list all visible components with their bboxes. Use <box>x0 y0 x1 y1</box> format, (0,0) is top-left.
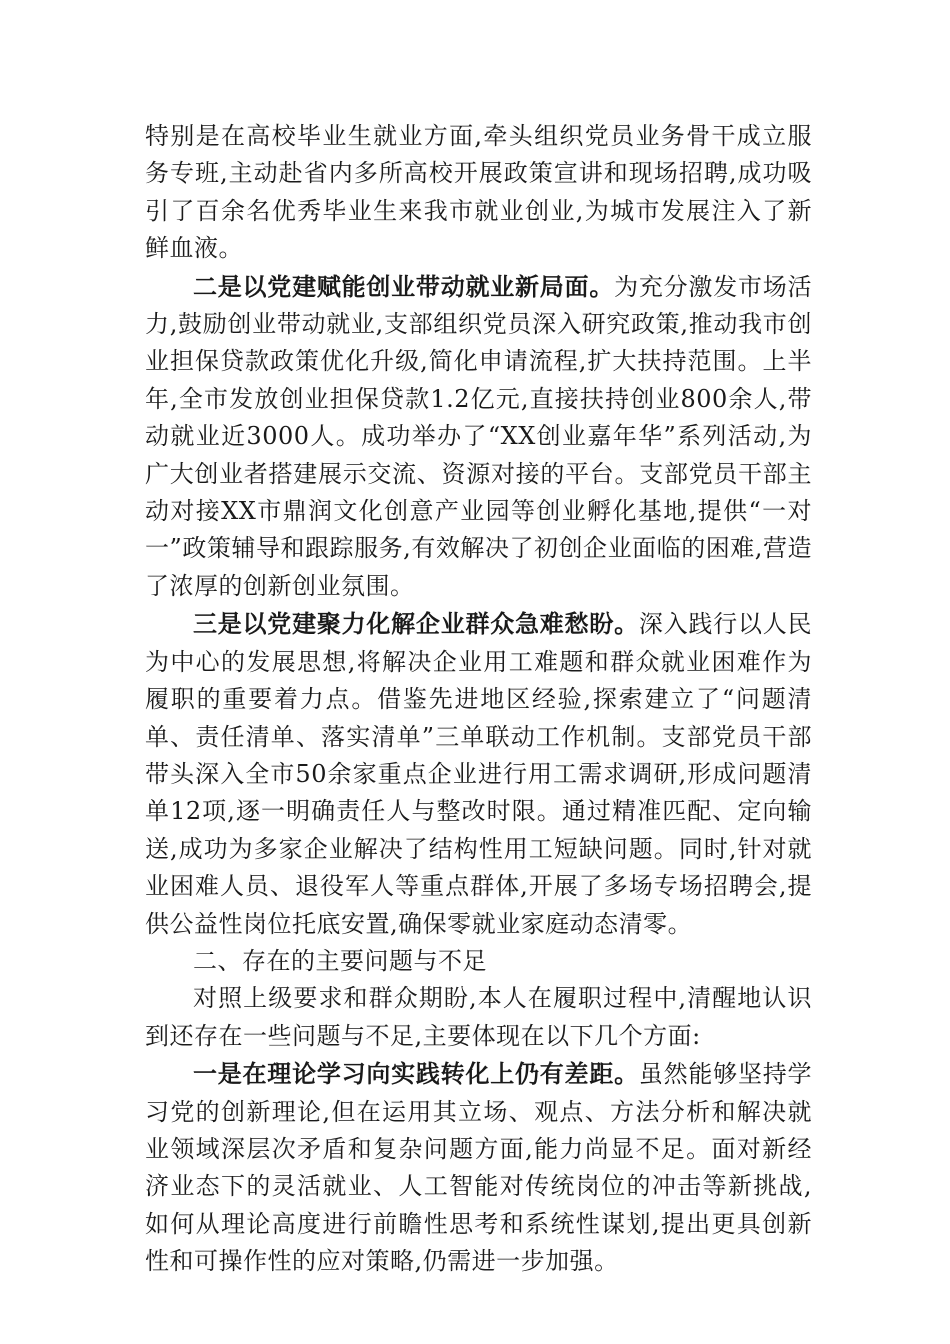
paragraph-text: 深入践行以人民为中心的发展思想,将解决企业用工难题和群众就业困难作为履职的重要着力点。借鉴先进地区经验,探索建立了“问题清单、责任清单、落实清单”三单联动工作机制。支部党员干部带头深入全市50余家重点企业进行用工需求调研,形成问题清单12项,逐一明确责任人与整改时限。通过精准匹配、定向输送,成功为多家企业解决了结构性用工短缺问题。同时,针对就业困难人员、退役军人等重点群体,开展了多场专场招聘会,提供公益性岗位托底安置,确保零就业家庭动态清零。 <box>145 610 812 938</box>
paragraph-lead: 一是在理论学习向实践转化上仍有差距。 <box>193 1059 639 1089</box>
paragraph-text: 特别是在高校毕业生就业方面,牵头组织党员业务骨干成立服务专班,主动赴省内多所高校开展政策宣讲和现场招聘,成功吸引了百余名优秀毕业生来我市就业创业,为城市发展注入了新鲜血液。 <box>145 122 812 263</box>
paragraph-intro <box>145 980 812 1055</box>
paragraph-text: 为充分激发市场活力,鼓励创业带动就业,支部组织党员深入研究政策,推动我市创业担保贷款政策优化升级,简化申请流程,扩大扶持范围。上半年,全市发放创业担保贷款1.2亿元,直接扶持创业800余人,带动就业近3000人。成功举办了“XX创业嘉年华”系列活动,为广大创业者搭建展示交流、资源对接的平台。支部党员干部主动对接XX市鼎润文化创意产业园等创业孵化基地,提供“一对一”政策辅导和跟踪服务,有效解决了初创企业面临的困难,营造了浓厚的创新创业氛围。 <box>145 272 813 600</box>
paragraph-entrepreneurship <box>145 268 812 606</box>
paragraph-text: 对照上级要求和群众期盼,本人在履职过程中,清醒地认识到还存在一些问题与不足,主要体现在以下几个方面: <box>145 984 812 1050</box>
paragraph-theory-practice <box>145 1055 812 1280</box>
section-heading: 二、存在的主要问题与不足 <box>193 946 487 975</box>
paragraph-text: 虽然能够坚持学习党的创新理论,但在运用其立场、观点、方法分析和解决就业领域深层次矛盾和复杂问题方面,能力尚显不足。面对新经济业态下的灵活就业、人工智能对传统岗位的冲击等新挑战,如何从理论高度进行前瞻性思考和系统性谋划,提出更具创新性和可操作性的应对策略,仍需进一步加强。 <box>145 1060 812 1276</box>
paragraph-difficulties <box>145 605 812 943</box>
paragraph-lead: 二是以党建赋能创业带动就业新局面。 <box>193 271 615 301</box>
paragraph-lead: 三是以党建聚力化解企业群众急难愁盼。 <box>193 609 639 639</box>
paragraph-graduate-employment <box>145 118 812 268</box>
document-page <box>145 118 812 1281</box>
